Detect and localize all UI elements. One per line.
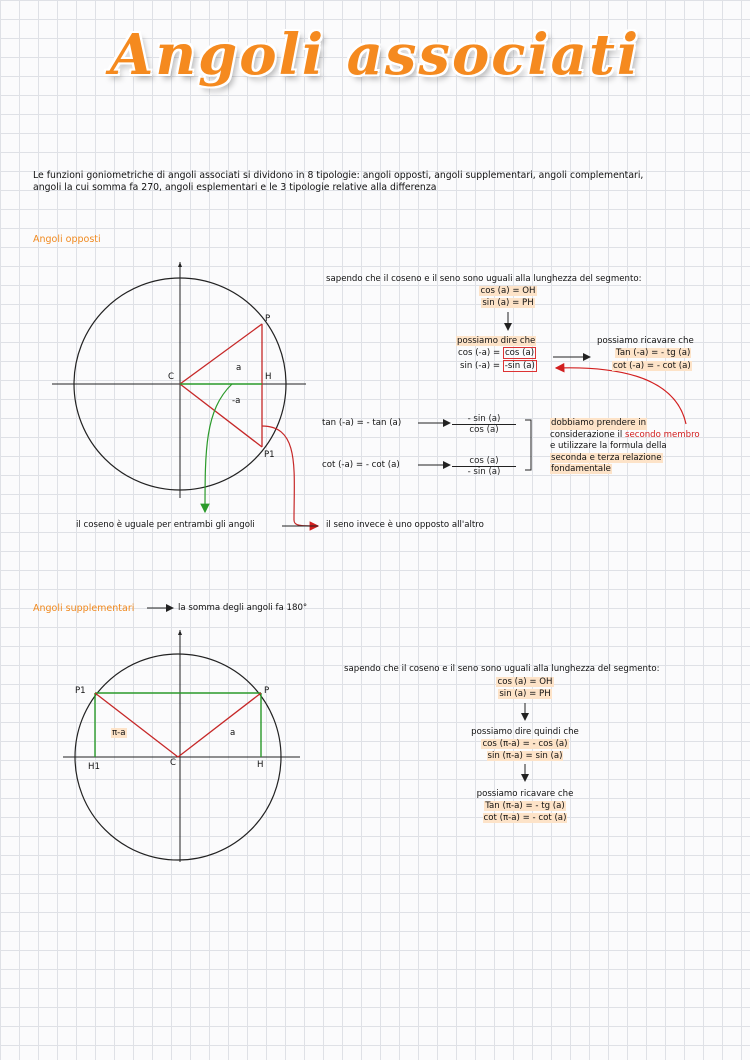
tan-line: tan (-a) = - tan (a): [322, 418, 402, 428]
label-pi-a: π-a: [112, 728, 126, 738]
fraction-cot: $\frac{\cos (a)}{- \sin (a)}$: [452, 456, 516, 477]
possiamo-dire-supp: possiamo dire quindi che: [471, 727, 579, 737]
sin-pi-a: sin (π-a) = sin (a): [487, 751, 563, 761]
unit-circle-opposti: [52, 262, 318, 526]
label-a: a: [236, 363, 242, 373]
label-p-supp: P: [264, 686, 270, 696]
radius-cp1-supp: [95, 693, 178, 757]
sin-arrow: [262, 426, 318, 526]
ricavare-supp: possiamo ricavare che: [476, 789, 574, 799]
sin-neg: sin (-a) = -sin (a): [460, 361, 535, 371]
ricavare-opposti: possiamo ricavare che: [597, 336, 694, 346]
label-minus-a: -a: [232, 396, 241, 406]
intro-line-2: angoli la cui somma fa 270, angoli esplementari e le 3 tipologie relative alla differenza: [33, 182, 437, 193]
section-heading-opposti: Angoli opposti: [33, 234, 101, 245]
label-p1: P1: [264, 450, 275, 460]
page-title: Angoli associati: [109, 22, 641, 88]
cos-oh-supp: cos (a) = OH: [497, 677, 553, 687]
label-h-supp: H: [257, 760, 264, 770]
cos-oh: cos (a) = OH: [480, 286, 536, 296]
y-axis-arrow-2: [178, 630, 182, 635]
label-c: C: [168, 372, 175, 382]
cos-pi-a: cos (π-a) = - cos (a): [482, 739, 568, 749]
tan-pi-a: Tan (π-a) = - tg (a): [485, 801, 565, 811]
radius-cp-supp: [178, 693, 261, 757]
radius-cp1: [180, 384, 262, 447]
label-c-supp: C: [170, 758, 177, 768]
sin-ph: sin (a) = PH: [482, 298, 534, 308]
caption-sin: il seno invece è uno opposto all'altro: [326, 520, 484, 530]
sin-ph-supp: sin (a) = PH: [499, 689, 551, 699]
label-a-supp: a: [230, 728, 236, 738]
label-h1-supp: H1: [88, 762, 100, 772]
y-axis-arrow: [178, 262, 182, 267]
red-curve-arrow: [556, 368, 686, 424]
cot-result: cot (-a) = - cot (a): [613, 361, 691, 371]
possiamo-dire: possiamo dire che: [457, 336, 536, 346]
section-heading-supplementari: Angoli supplementari: [33, 603, 135, 614]
label-p: P: [265, 314, 271, 324]
sapendo-supp: sapendo che il coseno e il seno sono uguali alla lunghezza del segmento:: [344, 664, 660, 674]
note-somma-180: la somma degli angoli fa 180°: [178, 603, 308, 613]
brace: [525, 420, 531, 470]
label-h: H: [265, 372, 272, 382]
cot-pi-a: cot (π-a) = - cot (a): [483, 813, 567, 823]
cos-arrow: [205, 384, 232, 512]
intro-line-1: Le funzioni goniometriche di angoli associati si dividono in 8 tipologie: angoli opposti, angoli supplementari, angoli complementari,: [33, 170, 644, 181]
sapendo-opposti: sapendo che il coseno e il seno sono uguali alla lunghezza del segmento:: [326, 274, 642, 284]
cot-line: cot (-a) = - cot (a): [322, 460, 400, 470]
label-p1-supp: P1: [75, 686, 86, 696]
note-secondo-membro: dobbiamo prendere in considerazione il secondo membro e utilizzare la formula della seconda e terza relazione fondamentale: [550, 418, 700, 474]
radius-cp: [180, 324, 262, 384]
fraction-tan: $\frac{- \sin (a)}{\cos (a)}$: [452, 414, 516, 435]
cos-neg: cos (-a) = cos (a): [458, 348, 535, 358]
tan-result: Tan (-a) = - tg (a): [616, 348, 691, 358]
unit-circle-supplementari: [63, 630, 300, 862]
caption-cos: il coseno è uguale per entrambi gli angoli: [76, 520, 255, 530]
